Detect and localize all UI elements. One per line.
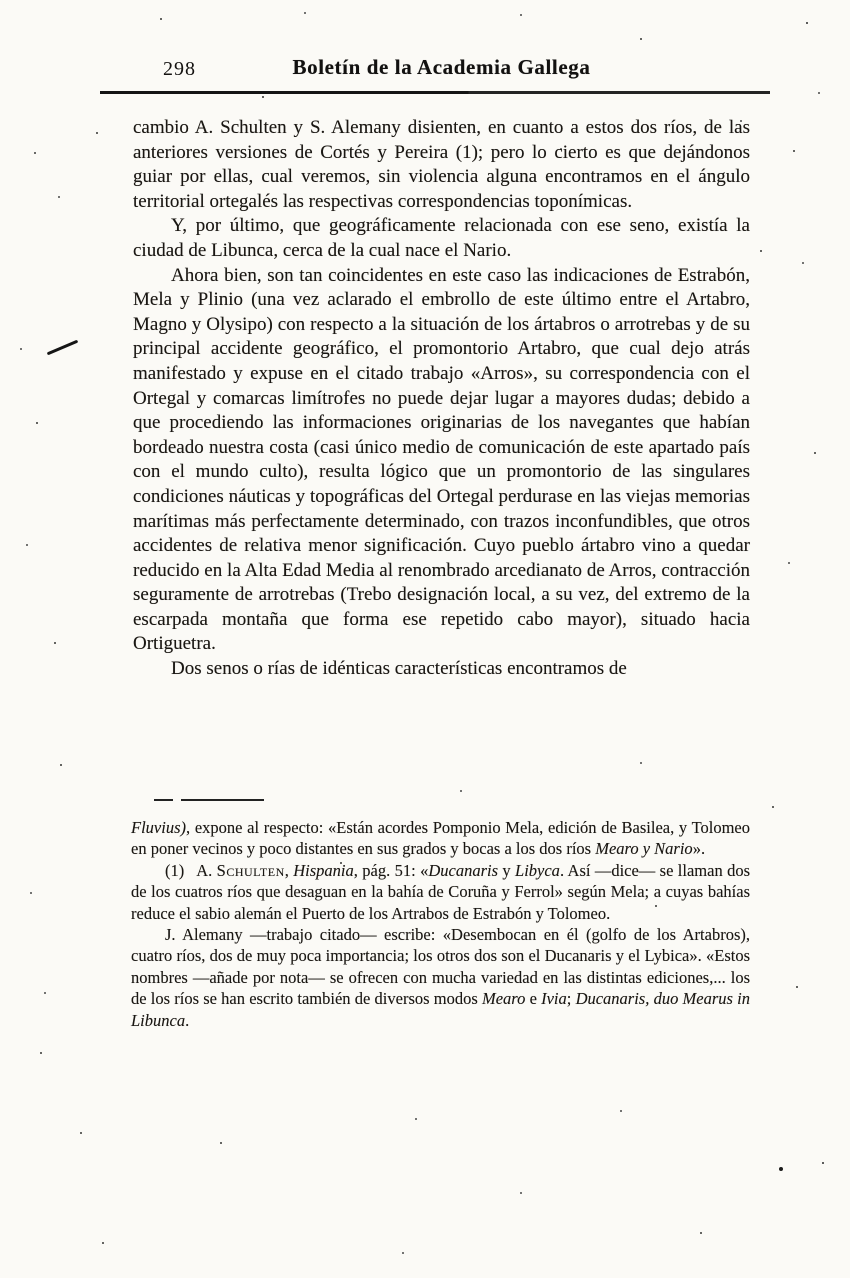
footnote-1 [131,860,750,924]
text-run: ; [566,989,576,1009]
footnote-continuation [131,817,750,860]
text-run: , pág. 51: « [353,860,429,880]
text-run: Libyca [515,860,560,880]
text-run: Hispania [293,860,354,880]
text-run: e [525,989,542,1009]
text-run: . Así —dice— se llaman dos de los cuatros ríos que desaguan en la bahía de Coruña y Ferrol» según Mela; a cuyas bahías reduce el sabio alemán el Puerto de los Artrabos de Estrabón y Tolomeo. [131,860,751,923]
text-run: J. Alemany —trabajo citado— escribe: «Desembocan en él (golfo de los Artabros), cuatro ríos, dos de muy poca importancia; los otros dos son el Ducanaris y el Lybica». «Estos nombres —añade por nota— se ofrecen con mucha variedad en las distintas ediciones,... los de los ríos se han escrito también de diversos modos [131,925,750,1009]
footnote-number: (1) [165,860,185,880]
footnotes [131,817,750,1031]
text-run: y [498,860,516,880]
scan-speckles [0,0,2,2]
journal-title: Boletín de la Academia Gallega [292,55,591,79]
text-run: . [185,1010,190,1030]
text-run: Fluvius) [131,818,186,837]
text-run: Ivia [541,989,567,1009]
text-run: , expone al respecto: «Están acordes Pomponio Mela, edición de Basilea, y Tolomeo en poner vecinos y poco distantes en sus grados y bocas a los dos ríos [131,818,750,859]
paragraph: Dos senos o rías de idénticas características encontramos de [171,658,627,680]
text-run: , [284,860,294,880]
paragraph-continuation: cambio A. Schulten y S. Alemany disienten, en cuanto a estos dos ríos, de las anteriores versiones de Cortés y Pereira (1); pero lo cierto es que dejándonos guiar por ellas, cual veremos, sin violencia alguna encontramos en el ángulo territorial ortegalés las respectivas correspondencias toponímicas. [133,117,750,212]
text-run: Ducanaris [428,860,498,880]
footnote-1-continued [131,924,750,1031]
text-run: ». [692,839,706,859]
margin-pen-mark [47,340,79,356]
page-number: 298 [163,58,196,80]
footnote-separator [154,799,264,801]
text-run: Ducanaris, duo Mearus in Libunca [131,989,750,1030]
header-rule [100,91,770,94]
body-text [133,116,750,682]
text-run: Mearo [481,989,526,1009]
text-run: A. [196,860,217,880]
text-run: Mearo y Nario [595,839,693,859]
paragraph: Ahora bien, son tan coincidentes en este caso las indicaciones de Estrabón, Mela y Plinio (una vez aclarado el embrollo de este último entre el Artabro, Magno y Olysipo) con respecto a la situación de los ártabros o arrotrebas y de su principal accidente geográfico, el promontorio Artabro, que cual dejo atrás manifestado y expuse en el citado trabajo «Arros», su correspondencia con el Ortegal y comarcas limítrofes no puede dejar lugar a mayores dudas; debido a que procediendo las informaciones originarias de los navegantes que habían bordeado nuestra costa (casi único medio de comunicación de este apartado país con el mundo culto), resulta lógico que un promontorio de las singulares condiciones náuticas y topográficas del Ortegal perdurase en las viejas memorias marítimas más perfectamente determinado, con trazos inconfundibles, que otros accidentes de relativa menor significación. Cuyo pueblo ártabro vino a quedar reducido en la Alta Edad Media al renombrado arcedianato de Arros, contracción seguramente de arrotrebas (Trebo designación local, a su vez, del extremo de la escarpada montaña que forma ese repetido cabo mayor), situado hacia Ortiguetra. [133,264,750,655]
text-run: Schulten [216,860,285,880]
paragraph: Y, por último, que geográficamente relacionada con ese seno, existía la ciudad de Libunca, cerca de la cual nace el Nario. [133,215,750,261]
